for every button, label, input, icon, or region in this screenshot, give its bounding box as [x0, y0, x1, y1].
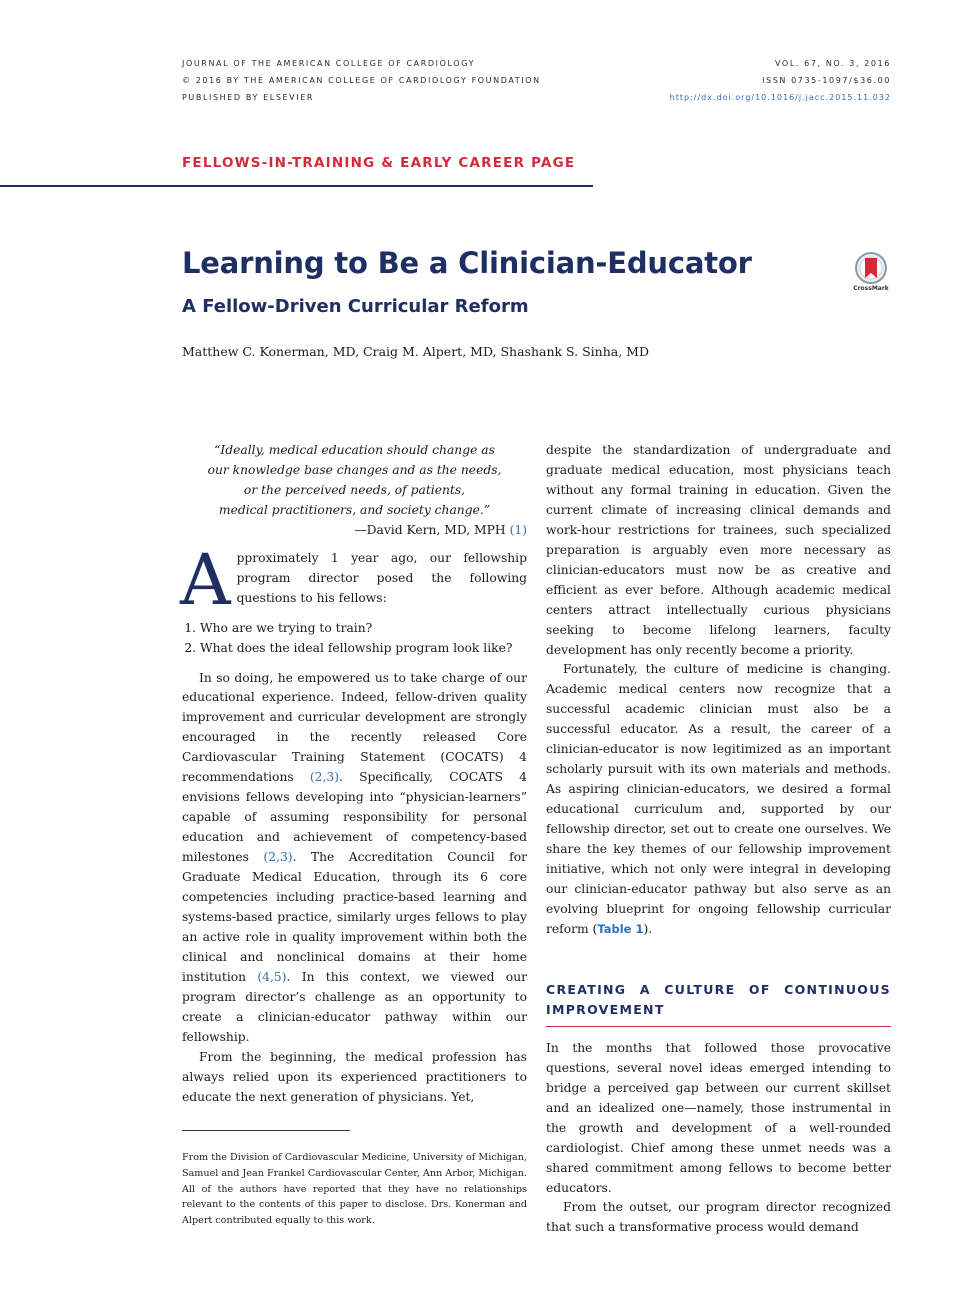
epigraph-line: our knowledge base changes and as the needs, — [207, 462, 502, 477]
intro-text: pproximately 1 year ago, our fellowship program director posed the following questions to his fellows: — [236, 550, 527, 605]
article-title: Learning to Be a Clinician-Educator — [182, 246, 752, 280]
body-paragraph — [182, 669, 527, 1048]
epigraph-line: medical practitioners, and society change.” — [218, 502, 491, 517]
epigraph-line: or the perceived needs, of patients, — [243, 482, 466, 497]
para-text: In so doing, he empowered us to take charge of our educational experience. Indeed, fellow-driven quality improvement and curricular development are strongly encouraged in the recently released Core Cardiovascular Training Statement (COCATS) 4 recommendations — [182, 670, 527, 785]
para-text: . The Accreditation Council for Graduate Medical Education, through its 6 core competencies including practice-based learning and systems-based practice, similarly urges fellows to play an active role in quality improvement within both the clinical and nonclinical domains at their home institution — [182, 850, 527, 984]
body-paragraph — [546, 660, 891, 939]
body-paragraph: In the months that followed those provocative questions, several novel ideas emerged intending to bridge a perceived gap between our current skillset and an idealized one—namely, those instrumental in the growth and development of a well-rounded cardiologist. Chief among these unmet needs was a shared commitment among fellows to become better educators. — [546, 1040, 891, 1195]
body-paragraph: From the outset, our program director recognized that such a transformative process would demand — [546, 1200, 891, 1235]
epigraph — [182, 441, 527, 541]
doi-link[interactable]: http://dx.doi.org/10.1016/j.jacc.2015.11.032 — [669, 93, 891, 102]
reference-link[interactable]: (2,3) — [263, 850, 293, 865]
volume-line: VOL. 67, NO. 3, 2016 — [774, 59, 891, 68]
journal-name: JOURNAL OF THE AMERICAN COLLEGE OF CARDIOLOGY — [182, 59, 476, 68]
section-heading: CREATING A CULTURE OF CONTINUOUS IMPROVEMENT — [546, 980, 891, 1027]
para-text: . Specifically, COCATS 4 envisions fellows developing into “physician-learners” capable of assuming responsibility for personal education and achievement of competency-based milestones — [182, 770, 527, 865]
intro-paragraph — [180, 538, 527, 621]
para-text: ). — [643, 921, 653, 936]
body-paragraph: From the beginning, the medical profession has always relied upon its experienced practitioners to educate the next generation of physicians. Yet, — [182, 1049, 527, 1104]
affiliation-footnote: From the Division of Cardiovascular Medicine, University of Michigan, Samuel and Jean Frankel Cardiovascular Center, Ann Arbor, Michigan. All of the authors have reported that they have no relationships relevant to the contents of this paper to disclose. Drs. Konerman and Alpert contributed equally to this work. — [182, 1152, 527, 1227]
author-list: Matthew C. Konerman, MD, Craig M. Alpert, MD, Shashank S. Sinha, MD — [182, 344, 649, 359]
list-item: 2. What does the ideal fellowship program look like? — [200, 639, 527, 659]
article-subtitle: A Fellow-Driven Curricular Reform — [182, 296, 529, 317]
para-text: . In this context, we viewed our program director’s challenge as an opportunity to create a clinician-educator pathway within our fellowship. — [182, 969, 527, 1044]
right-column — [546, 441, 891, 1238]
section-divider — [0, 185, 593, 187]
journal-header-right — [670, 55, 891, 106]
crossmark-label: CrossMark — [853, 285, 889, 292]
reference-link[interactable]: (1) — [509, 522, 527, 537]
left-column — [182, 441, 527, 1108]
publisher-line: PUBLISHED BY ELSEVIER — [182, 93, 315, 102]
body-paragraph: despite the standardization of undergraduate and graduate medical education, most physicians teach without any formal training in education. Given the current climate of increasing clinical demands and work-hour restrictions for trainees, such specialized preparation is arguably even more necessary as clinician-educators must now be as creative and efficient as ever before. Although academic medical centers attract intellectually curious physicians seeking to become lifelong learners, faculty development has only recently become a priority. — [546, 443, 891, 657]
issn-line: ISSN 0735-1097/$36.00 — [762, 76, 891, 85]
reference-link[interactable]: (2,3) — [309, 770, 340, 785]
reference-link[interactable]: (4,5) — [257, 969, 287, 984]
list-item: 1. Who are we trying to train? — [200, 619, 527, 639]
questions-list — [182, 619, 527, 659]
drop-cap: A — [180, 538, 231, 621]
para-text: Fortunately, the culture of medicine is changing. Academic medical centers now recognize that a successful academic clinician must also be a successful educator. As a result, the career of a clinician-educator is now legitimized as an important scholarly pursuit with its own materials and methods. As aspiring clinician-educators, we desired a formal educational curriculum and, supported by our fellowship director, set out to create one ourselves. We share the key themes of our fellowship improvement initiative, which not only were integral in developing our clinician-educator pathway but also serve as an evolving blueprint for ongoing fellowship curricular reform ( — [546, 662, 891, 936]
epigraph-attribution — [196, 521, 527, 541]
journal-header-left — [182, 55, 541, 106]
copyright-line: © 2016 BY THE AMERICAN COLLEGE OF CARDIOLOGY FOUNDATION — [182, 76, 541, 85]
epigraph-line: “Ideally, medical education should change as — [214, 443, 495, 457]
footnote-divider — [182, 1130, 350, 1131]
epigraph-author: —David Kern, MD, MPH — [354, 522, 506, 537]
table-reference-link[interactable]: Table 1 — [597, 921, 644, 936]
section-label: FELLOWS-IN-TRAINING & EARLY CAREER PAGE — [182, 155, 576, 171]
